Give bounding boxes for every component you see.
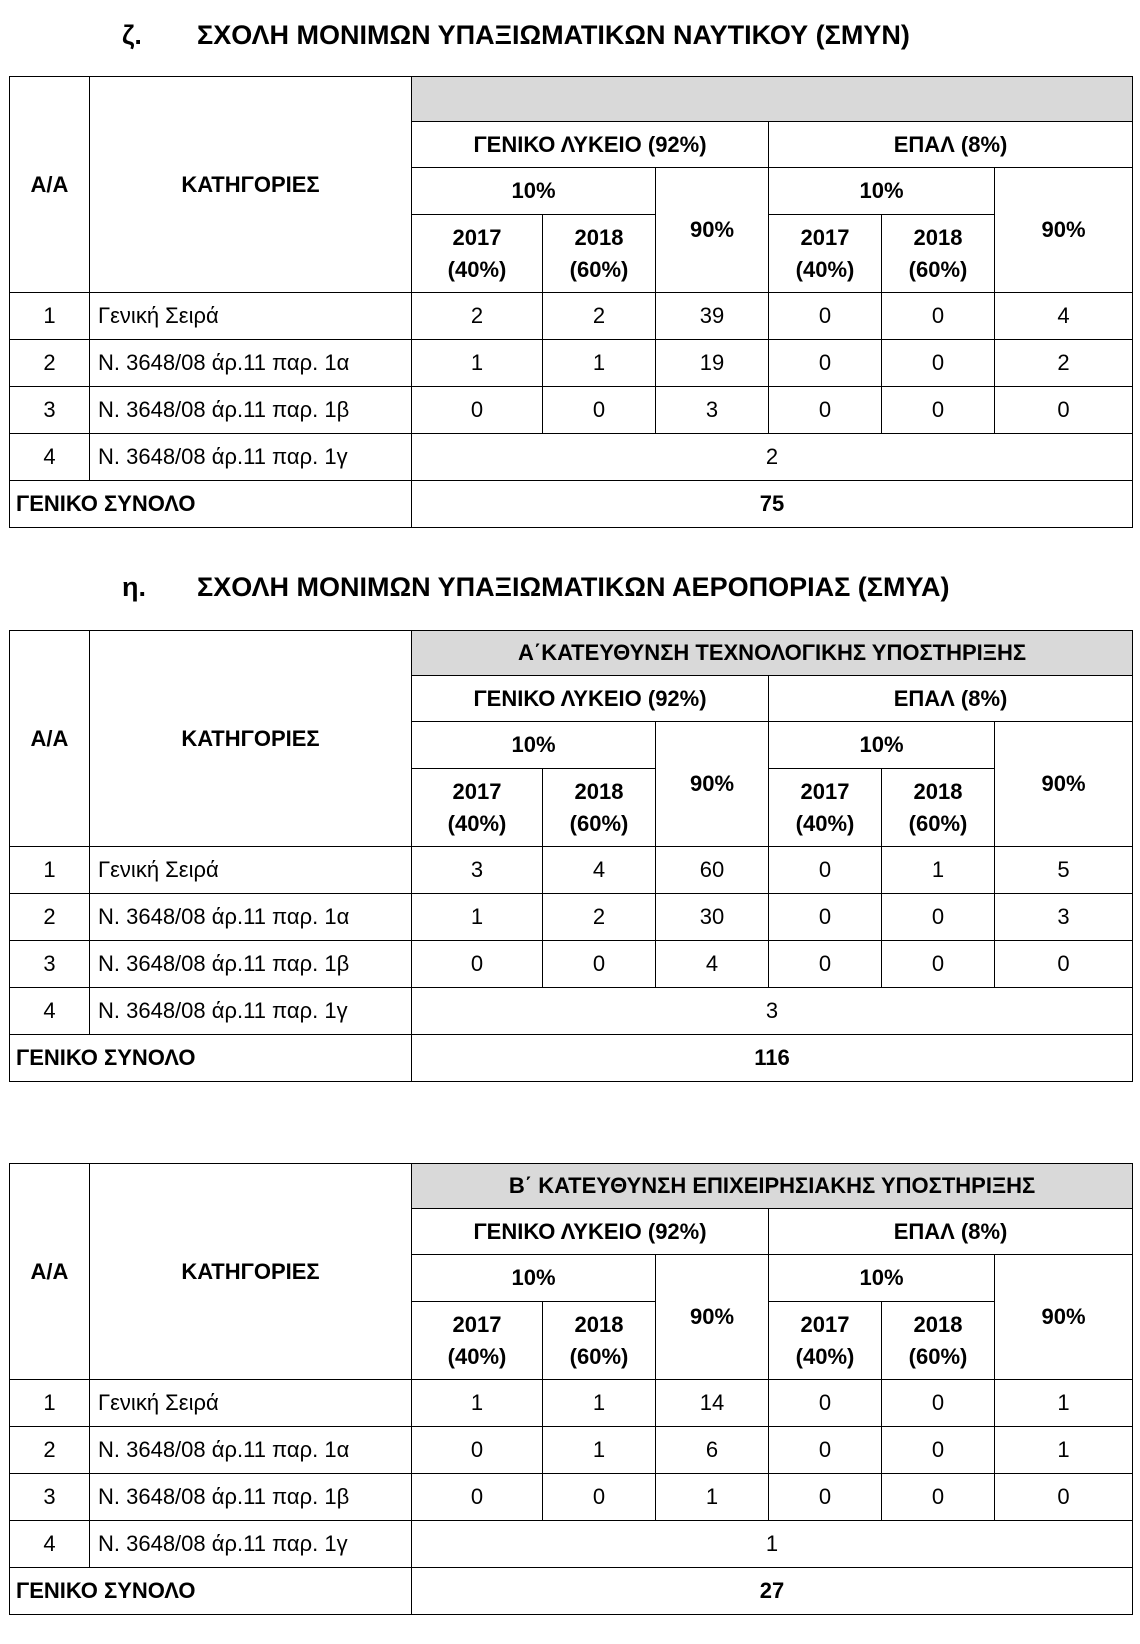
group-epal: ΕΠΑΛ (8%) (769, 1209, 1133, 1255)
aa-cell: 4 (10, 1521, 90, 1568)
aa-cell: 3 (10, 941, 90, 988)
aa-cell: 3 (10, 387, 90, 434)
group-geniko-lykeio: ΓΕΝΙΚΟ ΛΥΚΕΙΟ (92%) (412, 122, 769, 168)
value-cell: 14 (656, 1380, 769, 1427)
year-2018-header (543, 215, 656, 293)
table-row (10, 293, 1133, 340)
section-title: ΣΧΟΛΗ ΜΟΝΙΜΩΝ ΥΠΑΞΙΩΜΑΤΙΚΩΝ ΝΑΥΤΙΚΟΥ (ΣΜΥΝ) (197, 20, 910, 50)
value-cell: 0 (882, 1380, 995, 1427)
year-pct: (40%) (447, 810, 507, 836)
year-label: 2018 (913, 1311, 963, 1337)
value-cell: 0 (882, 1427, 995, 1474)
year-pct: (40%) (795, 256, 855, 282)
year-2018-header (882, 1302, 995, 1380)
value-cell: 0 (769, 340, 882, 387)
aa-cell: 2 (10, 894, 90, 941)
value-cell: 1 (412, 894, 543, 941)
category-cell: Ν. 3648/08 άρ.11 παρ. 1α (90, 340, 412, 387)
value-cell: 0 (995, 387, 1133, 434)
pct90-header: 90% (995, 1255, 1133, 1380)
table-row (10, 941, 1133, 988)
merged-value-cell: 1 (412, 1521, 1133, 1568)
value-cell: 1 (543, 340, 656, 387)
total-value: 116 (412, 1035, 1133, 1082)
table-row (10, 847, 1133, 894)
value-cell: 4 (995, 293, 1133, 340)
value-cell: 3 (656, 387, 769, 434)
year-label: 2017 (452, 1311, 502, 1337)
year-label: 2017 (452, 778, 502, 804)
aa-cell: 1 (10, 1380, 90, 1427)
merged-value-cell: 3 (412, 988, 1133, 1035)
year-pct: (60%) (908, 1343, 968, 1369)
pct90-header: 90% (995, 168, 1133, 293)
year-pct: (60%) (908, 810, 968, 836)
value-cell: 0 (882, 894, 995, 941)
category-header: ΚΑΤΗΓΟΡΙΕΣ (90, 631, 412, 847)
value-cell: 0 (412, 387, 543, 434)
value-cell: 0 (882, 387, 995, 434)
aa-header: Α/Α (10, 77, 90, 293)
section-letter: η. (122, 572, 146, 602)
value-cell: 1 (543, 1380, 656, 1427)
year-2017-header (412, 769, 543, 847)
year-pct: (60%) (569, 256, 629, 282)
value-cell: 0 (769, 847, 882, 894)
value-cell: 2 (543, 293, 656, 340)
value-cell: 39 (656, 293, 769, 340)
year-label: 2018 (574, 778, 624, 804)
year-label: 2017 (452, 224, 502, 250)
section-letter: ζ. (122, 20, 142, 50)
year-pct: (40%) (447, 1343, 507, 1369)
year-2017-header (412, 215, 543, 293)
value-cell: 30 (656, 894, 769, 941)
aa-cell: 4 (10, 434, 90, 481)
smya-technological-table (9, 630, 1133, 1082)
value-cell: 0 (882, 293, 995, 340)
year-2017-header (769, 215, 882, 293)
value-cell: 1 (543, 1427, 656, 1474)
year-pct: (40%) (795, 810, 855, 836)
value-cell: 0 (769, 387, 882, 434)
section-title: ΣΧΟΛΗ ΜΟΝΙΜΩΝ ΥΠΑΞΙΩΜΑΤΙΚΩΝ ΑΕΡΟΠΟΡΙΑΣ (ΣΜΥΑ) (197, 572, 950, 602)
value-cell: 0 (769, 1427, 882, 1474)
table-row (10, 434, 1133, 481)
total-row (10, 1035, 1133, 1082)
aa-cell: 2 (10, 340, 90, 387)
value-cell: 0 (543, 941, 656, 988)
total-label: ΓΕΝΙΚΟ ΣΥΝΟΛΟ (10, 481, 412, 528)
pct10-header: 10% (412, 722, 656, 769)
table-row (10, 340, 1133, 387)
value-cell: 0 (882, 1474, 995, 1521)
value-cell: 4 (543, 847, 656, 894)
value-cell: 2 (995, 340, 1133, 387)
category-cell: Ν. 3648/08 άρ.11 παρ. 1β (90, 941, 412, 988)
year-2017-header (769, 769, 882, 847)
year-pct: (60%) (908, 256, 968, 282)
value-cell: 1 (882, 847, 995, 894)
year-pct: (60%) (569, 1343, 629, 1369)
total-row (10, 1568, 1133, 1615)
pct10-header: 10% (412, 168, 656, 215)
value-cell: 1 (995, 1380, 1133, 1427)
total-value: 27 (412, 1568, 1133, 1615)
category-cell: Ν. 3648/08 άρ.11 παρ. 1α (90, 1427, 412, 1474)
category-header: ΚΑΤΗΓΟΡΙΕΣ (90, 1164, 412, 1380)
group-epal: ΕΠΑΛ (8%) (769, 122, 1133, 168)
value-cell: 5 (995, 847, 1133, 894)
category-cell: Ν. 3648/08 άρ.11 παρ. 1γ (90, 434, 412, 481)
category-cell: Ν. 3648/08 άρ.11 παρ. 1γ (90, 1521, 412, 1568)
year-2017-header (769, 1302, 882, 1380)
group-geniko-lykeio: ΓΕΝΙΚΟ ΛΥΚΕΙΟ (92%) (412, 1209, 769, 1255)
pct90-header: 90% (656, 1255, 769, 1380)
year-2018-header (882, 215, 995, 293)
value-cell: 60 (656, 847, 769, 894)
aa-header: Α/Α (10, 631, 90, 847)
year-label: 2018 (913, 224, 963, 250)
table-row (10, 1427, 1133, 1474)
table-banner: Β΄ ΚΑΤΕΥΘΥΝΣΗ ΕΠΙΧΕΙΡΗΣΙΑΚΗΣ ΥΠΟΣΤΗΡΙΞΗΣ (412, 1164, 1133, 1209)
value-cell: 0 (882, 941, 995, 988)
pct90-header: 90% (656, 168, 769, 293)
value-cell: 1 (995, 1427, 1133, 1474)
pct10-header: 10% (769, 1255, 995, 1302)
category-header: ΚΑΤΗΓΟΡΙΕΣ (90, 77, 412, 293)
table-banner (412, 77, 1133, 122)
smya-operational-table (9, 1163, 1133, 1615)
aa-cell: 1 (10, 293, 90, 340)
category-cell: Ν. 3648/08 άρ.11 παρ. 1β (90, 387, 412, 434)
value-cell: 0 (543, 387, 656, 434)
year-label: 2018 (913, 778, 963, 804)
total-label: ΓΕΝΙΚΟ ΣΥΝΟΛΟ (10, 1568, 412, 1615)
pct90-header: 90% (995, 722, 1133, 847)
smyn-table (9, 76, 1133, 528)
aa-cell: 1 (10, 847, 90, 894)
table-row (10, 387, 1133, 434)
category-cell: Ν. 3648/08 άρ.11 παρ. 1γ (90, 988, 412, 1035)
pct10-header: 10% (412, 1255, 656, 1302)
value-cell: 2 (543, 894, 656, 941)
value-cell: 1 (656, 1474, 769, 1521)
year-pct: (40%) (447, 256, 507, 282)
year-label: 2018 (574, 224, 624, 250)
year-2018-header (882, 769, 995, 847)
value-cell: 0 (769, 941, 882, 988)
year-label: 2017 (800, 224, 850, 250)
value-cell: 2 (412, 293, 543, 340)
year-pct: (40%) (795, 1343, 855, 1369)
merged-value-cell: 2 (412, 434, 1133, 481)
value-cell: 3 (412, 847, 543, 894)
table-row (10, 1521, 1133, 1568)
value-cell: 6 (656, 1427, 769, 1474)
total-row (10, 481, 1133, 528)
aa-cell: 2 (10, 1427, 90, 1474)
year-2018-header (543, 1302, 656, 1380)
year-label: 2018 (574, 1311, 624, 1337)
category-cell: Γενική Σειρά (90, 847, 412, 894)
year-2017-header (412, 1302, 543, 1380)
value-cell: 19 (656, 340, 769, 387)
aa-cell: 4 (10, 988, 90, 1035)
aa-header: Α/Α (10, 1164, 90, 1380)
table-row (10, 988, 1133, 1035)
aa-cell: 3 (10, 1474, 90, 1521)
year-2018-header (543, 769, 656, 847)
value-cell: 0 (769, 894, 882, 941)
year-label: 2017 (800, 1311, 850, 1337)
table-row (10, 1474, 1133, 1521)
group-epal: ΕΠΑΛ (8%) (769, 676, 1133, 722)
value-cell: 0 (412, 1474, 543, 1521)
category-cell: Γενική Σειρά (90, 1380, 412, 1427)
pct90-header: 90% (656, 722, 769, 847)
value-cell: 0 (995, 1474, 1133, 1521)
value-cell: 0 (995, 941, 1133, 988)
value-cell: 4 (656, 941, 769, 988)
category-cell: Ν. 3648/08 άρ.11 παρ. 1β (90, 1474, 412, 1521)
value-cell: 0 (769, 1474, 882, 1521)
pct10-header: 10% (769, 722, 995, 769)
category-cell: Ν. 3648/08 άρ.11 παρ. 1α (90, 894, 412, 941)
year-pct: (60%) (569, 810, 629, 836)
value-cell: 3 (995, 894, 1133, 941)
value-cell: 0 (882, 340, 995, 387)
group-geniko-lykeio: ΓΕΝΙΚΟ ΛΥΚΕΙΟ (92%) (412, 676, 769, 722)
total-value: 75 (412, 481, 1133, 528)
value-cell: 0 (543, 1474, 656, 1521)
value-cell: 0 (412, 941, 543, 988)
total-label: ΓΕΝΙΚΟ ΣΥΝΟΛΟ (10, 1035, 412, 1082)
category-cell: Γενική Σειρά (90, 293, 412, 340)
table-row (10, 894, 1133, 941)
table-row (10, 1380, 1133, 1427)
value-cell: 1 (412, 340, 543, 387)
table-banner: Α΄ΚΑΤΕΥΘΥΝΣΗ ΤΕΧΝΟΛΟΓΙΚΗΣ ΥΠΟΣΤΗΡΙΞΗΣ (412, 631, 1133, 676)
value-cell: 0 (412, 1427, 543, 1474)
value-cell: 0 (769, 1380, 882, 1427)
pct10-header: 10% (769, 168, 995, 215)
value-cell: 1 (412, 1380, 543, 1427)
value-cell: 0 (769, 293, 882, 340)
year-label: 2017 (800, 778, 850, 804)
